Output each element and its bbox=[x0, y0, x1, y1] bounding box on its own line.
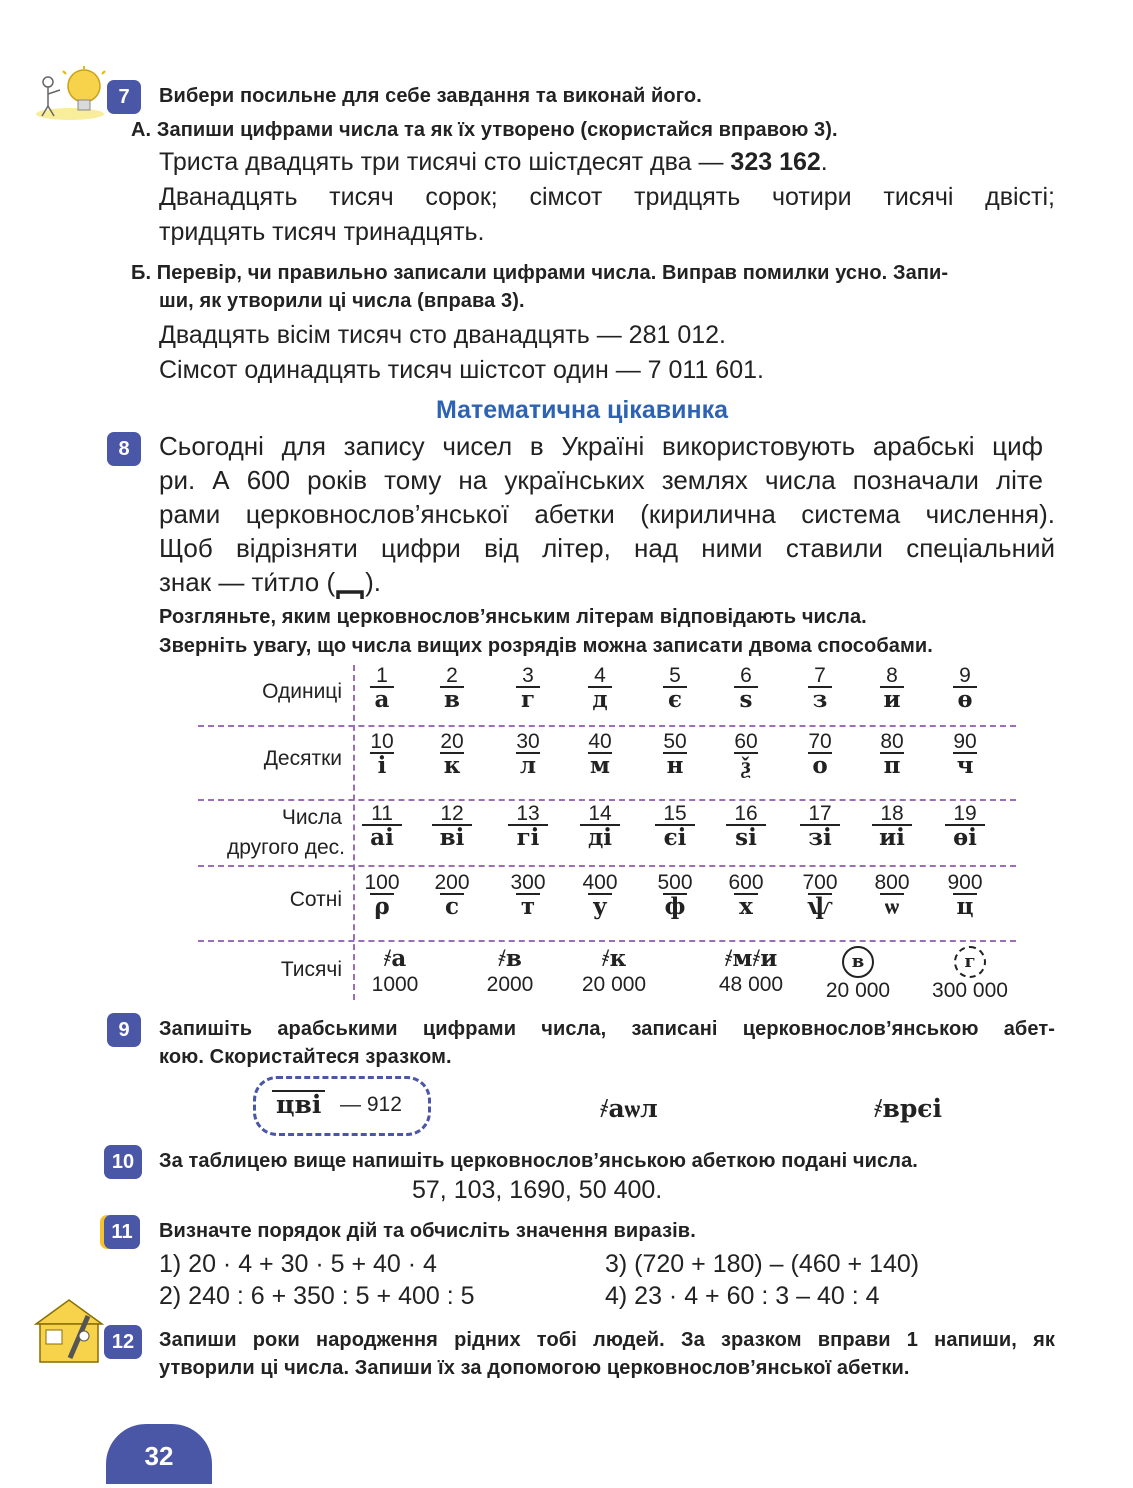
table-cell bbox=[570, 730, 630, 778]
thousands-cell bbox=[470, 946, 550, 998]
slavonic-letter: ρ bbox=[352, 895, 412, 919]
slavonic-letter: зі bbox=[790, 826, 850, 850]
slavonic-letter: у bbox=[570, 895, 630, 919]
slavonic-letter: єі bbox=[645, 826, 705, 850]
exercise-8-p1: Сьогодні для запису чисел в Україні використовують арабські циф bbox=[159, 431, 1043, 461]
exercise-8-instruction2: Зверніть увагу, що числа вищих розрядів можна записати двома способами. bbox=[159, 635, 933, 657]
slavonic-letter: п bbox=[862, 754, 922, 778]
arabic-number: 13 bbox=[516, 802, 540, 825]
table-cell bbox=[422, 730, 482, 778]
slavonic-letter: о bbox=[790, 754, 850, 778]
table-cell bbox=[352, 730, 412, 778]
table-cell bbox=[716, 802, 776, 850]
exercise-12-text1: Запиши роки народження рідних тобі людей. За зразком вправи 1 напиши, як bbox=[159, 1329, 1055, 1351]
arabic-number: 11 bbox=[371, 802, 393, 825]
titlo-icon bbox=[335, 577, 365, 591]
slavonic-letter: л bbox=[498, 754, 558, 778]
arabic-number: 7 bbox=[814, 664, 826, 687]
arabic-number: 15 bbox=[663, 802, 687, 825]
exercise-8-p4: Щоб відрізняти цифри від літер, над ними ставили спеціальний bbox=[159, 533, 1055, 563]
table-cell bbox=[935, 802, 995, 850]
sample-glyph: цві bbox=[272, 1090, 325, 1118]
slavonic-letter: ц bbox=[935, 895, 995, 919]
table-row-divider bbox=[198, 799, 1016, 801]
thousands-cell bbox=[362, 946, 428, 998]
table-cell bbox=[498, 871, 558, 919]
table-cell bbox=[570, 664, 630, 712]
arabic-number: 12 bbox=[440, 802, 464, 825]
exercise-9-item-3: ҂врєі bbox=[874, 1094, 943, 1123]
thousands-cell bbox=[572, 946, 656, 998]
arabic-number: 1 bbox=[376, 664, 388, 687]
slavonic-letter: иі bbox=[862, 826, 922, 850]
arabic-number: 20 bbox=[440, 730, 464, 753]
table-cell bbox=[716, 871, 776, 919]
lightbulb-icon bbox=[30, 66, 110, 124]
slavonic-letter: м bbox=[570, 754, 630, 778]
arabic-number: 4 bbox=[594, 664, 606, 687]
table-cell bbox=[645, 664, 705, 712]
section-title: Математична цікавинка bbox=[436, 396, 728, 424]
slavonic-letter: гі bbox=[498, 826, 558, 850]
thousands-cell bbox=[706, 946, 796, 998]
page-number: 32 bbox=[106, 1424, 212, 1484]
exercise-10-numbers: 57, 103, 1690, 50 400. bbox=[412, 1176, 663, 1204]
slavonic-thousands bbox=[816, 946, 900, 978]
table-cell bbox=[498, 730, 558, 778]
slavonic-thousands: ҂в bbox=[498, 945, 522, 972]
slavonic-letter: ѱ bbox=[790, 895, 850, 919]
slavonic-thousands: ҂м҂и bbox=[724, 945, 778, 972]
arabic-number: 300 000 bbox=[932, 979, 1008, 1002]
table-cell bbox=[862, 871, 922, 919]
arabic-number: 600 bbox=[728, 871, 764, 894]
slavonic-letter: ѳі bbox=[935, 826, 995, 850]
slavonic-letter: є bbox=[645, 688, 705, 712]
table-cell bbox=[352, 871, 412, 919]
slavonic-letter: ѯ bbox=[716, 754, 776, 778]
slavonic-letter: х bbox=[716, 895, 776, 919]
arabic-number: 400 bbox=[582, 871, 618, 894]
row-label-teens-2: другого дес. bbox=[226, 836, 345, 859]
table-cell bbox=[935, 730, 995, 778]
exercise-9-item-2: ҂аѡл bbox=[600, 1094, 658, 1123]
table-row-divider bbox=[198, 940, 1016, 942]
slavonic-letter: д bbox=[570, 688, 630, 712]
thousands-cell bbox=[920, 946, 1020, 1004]
table-cell bbox=[498, 664, 558, 712]
exercise-8-p2: ри. А 600 років тому на українських землях числа позначали літе bbox=[159, 465, 1043, 495]
exercise-number-12: 12 bbox=[104, 1325, 142, 1359]
arabic-number: 300 bbox=[510, 871, 546, 894]
slavonic-letter: в bbox=[422, 688, 482, 712]
arabic-number: 10 bbox=[370, 730, 394, 753]
table-cell bbox=[645, 802, 705, 850]
arabic-number: 6 bbox=[740, 664, 752, 687]
table-row-divider bbox=[198, 865, 1016, 867]
exercise-7-b-label2: ши, як утворили ці числа (вправа 3). bbox=[159, 290, 525, 312]
exercise-8-p5: знак — ти́тло ( ). bbox=[159, 567, 381, 598]
exercise-11-expr-1: 1) 20 · 4 + 30 · 5 + 40 · 4 bbox=[159, 1250, 437, 1278]
slavonic-letter: с bbox=[422, 895, 482, 919]
arabic-number: 40 bbox=[588, 730, 612, 753]
slavonic-letter: ч bbox=[935, 754, 995, 778]
arabic-number: 17 bbox=[808, 802, 832, 825]
slavonic-letter: аі bbox=[352, 826, 412, 850]
slavonic-letter: г bbox=[498, 688, 558, 712]
thousands-cell bbox=[816, 946, 900, 1004]
arabic-number: 30 bbox=[516, 730, 540, 753]
slavonic-letter: т bbox=[498, 895, 558, 919]
arabic-number: 18 bbox=[880, 802, 904, 825]
exercise-9-text1: Запишіть арабськими цифрами числа, записані церковнослов’янською абет- bbox=[159, 1018, 1055, 1040]
table-cell bbox=[862, 664, 922, 712]
slavonic-letter: ві bbox=[422, 826, 482, 850]
arabic-number: 19 bbox=[953, 802, 977, 825]
exercise-10-text: За таблицею вище напишіть церковнослов’янською абеткою подані числа. bbox=[159, 1150, 918, 1172]
table-cell bbox=[862, 802, 922, 850]
slavonic-letter: и bbox=[862, 688, 922, 712]
arabic-number: 1000 bbox=[371, 973, 419, 996]
table-cell bbox=[790, 730, 850, 778]
slavonic-letter: ѕ bbox=[716, 688, 776, 712]
table-cell bbox=[645, 871, 705, 919]
exercise-7-title: Вибери посильне для себе завдання та виконай його. bbox=[159, 85, 702, 107]
answer-323162: 323 162 bbox=[730, 148, 821, 176]
table-row-divider bbox=[198, 725, 1016, 727]
table-cell bbox=[570, 802, 630, 850]
arabic-number: 900 bbox=[947, 871, 983, 894]
dashed-circled-letter: г bbox=[954, 946, 986, 978]
table-cell bbox=[935, 664, 995, 712]
exercise-7-b-label1: Б. Перевір, чи правильно записали цифрами числа. Виправ помилки усно. Запи- bbox=[131, 262, 949, 284]
slavonic-letter: ѕі bbox=[716, 826, 776, 850]
house-pencil-icon bbox=[32, 1296, 106, 1366]
slavonic-letter: а bbox=[352, 688, 412, 712]
exercise-7-a-label: А. Запиши цифрами числа та як їх утворено (скористайся вправою 3). bbox=[131, 119, 838, 141]
arabic-number: 5 bbox=[669, 664, 681, 687]
exercise-11-expr-2: 2) 240 : 6 + 350 : 5 + 400 : 5 bbox=[159, 1282, 475, 1310]
table-cell bbox=[790, 871, 850, 919]
slavonic-letter: ді bbox=[570, 826, 630, 850]
table-cell bbox=[422, 871, 482, 919]
slavonic-letter: н bbox=[645, 754, 705, 778]
arabic-number: 9 bbox=[959, 664, 971, 687]
exercise-number-7: 7 bbox=[107, 80, 141, 114]
exercise-8-p3: рами церковнослов’янської абетки (кирилична система числення). bbox=[159, 499, 1055, 529]
arabic-number: 800 bbox=[874, 871, 910, 894]
slavonic-letter: ѳ bbox=[935, 688, 995, 712]
arabic-number: 20 000 bbox=[581, 973, 647, 996]
arabic-number: 700 bbox=[802, 871, 838, 894]
arabic-number: 8 bbox=[886, 664, 898, 687]
exercise-7-b-line2: Сімсот одинадцять тисяч шістсот один — 7 011 601. bbox=[159, 356, 764, 384]
exercise-8-instruction1: Розгляньте, яким церковнослов’янським літерам відповідають числа. bbox=[159, 606, 867, 628]
exercise-12-text2: утворили ці числа. Запиши їх за допомогою церковнослов’янської абетки. bbox=[159, 1357, 910, 1379]
exercise-7-a-line1: Триста двадцять три тисячі сто шістдесят два — 323 162. bbox=[159, 148, 828, 176]
circled-letter: в bbox=[842, 946, 874, 978]
table-cell bbox=[862, 730, 922, 778]
table-cell bbox=[422, 664, 482, 712]
slavonic-thousands bbox=[920, 946, 1020, 978]
slavonic-letter: к bbox=[422, 754, 482, 778]
slavonic-thousands: ҂к bbox=[601, 945, 627, 972]
exercise-number-10: 10 bbox=[104, 1145, 142, 1179]
slavonic-letter: ѡ bbox=[862, 895, 922, 919]
exercise-11-text: Визначте порядок дій та обчисліть значення виразів. bbox=[159, 1220, 696, 1242]
arabic-number: 48 000 bbox=[718, 973, 784, 996]
table-cell bbox=[716, 730, 776, 778]
arabic-number: 200 bbox=[434, 871, 470, 894]
row-label-teens-1: Числа bbox=[281, 806, 342, 829]
exercise-number-11: 11 bbox=[100, 1215, 140, 1249]
table-cell bbox=[352, 802, 412, 850]
row-label-thousands: Тисячі bbox=[280, 958, 342, 981]
slavonic-letter: ф bbox=[645, 895, 705, 919]
table-cell bbox=[645, 730, 705, 778]
slavonic-letter: з bbox=[790, 688, 850, 712]
table-cell bbox=[716, 664, 776, 712]
table-cell bbox=[352, 664, 412, 712]
exercise-11-expr-4: 4) 23 · 4 + 60 : 3 – 40 : 4 bbox=[605, 1282, 880, 1310]
exercise-7-b-line1: Двадцять вісім тисяч сто дванадцять — 281 012. bbox=[159, 321, 726, 349]
arabic-number: 60 bbox=[734, 730, 758, 753]
slavonic-letter: і bbox=[352, 754, 412, 778]
row-label-tens: Десятки bbox=[263, 747, 342, 770]
sample-value: — 912 bbox=[340, 1093, 402, 1116]
slavonic-thousands: ҂а bbox=[383, 945, 407, 972]
row-label-units: Одиниці bbox=[262, 680, 342, 703]
arabic-number: 70 bbox=[808, 730, 832, 753]
table-cell bbox=[422, 802, 482, 850]
arabic-number: 2 bbox=[446, 664, 458, 687]
arabic-number: 14 bbox=[588, 802, 612, 825]
arabic-number: 50 bbox=[663, 730, 687, 753]
arabic-number: 16 bbox=[734, 802, 758, 825]
exercise-9-text2: кою. Скористайтеся зразком. bbox=[159, 1046, 452, 1068]
exercise-11-expr-3: 3) (720 + 180) – (460 + 140) bbox=[605, 1250, 920, 1278]
table-cell bbox=[790, 664, 850, 712]
table-cell bbox=[790, 802, 850, 850]
arabic-number: 3 bbox=[522, 664, 534, 687]
table-cell bbox=[498, 802, 558, 850]
arabic-number: 90 bbox=[953, 730, 977, 753]
exercise-number-8: 8 bbox=[107, 432, 141, 466]
table-cell bbox=[935, 871, 995, 919]
arabic-number: 20 000 bbox=[825, 979, 891, 1002]
arabic-number: 80 bbox=[880, 730, 904, 753]
exercise-7-a-line2: Дванадцять тисяч сорок; сімсот тридцять чотири тисячі двісті; bbox=[159, 183, 1055, 211]
arabic-number: 2000 bbox=[486, 973, 534, 996]
row-label-hundreds: Сотні bbox=[289, 888, 342, 911]
table-cell bbox=[570, 871, 630, 919]
arabic-number: 500 bbox=[657, 871, 693, 894]
arabic-number: 100 bbox=[364, 871, 400, 894]
exercise-number-9: 9 bbox=[107, 1013, 141, 1047]
exercise-7-a-line3: тридцять тисяч тринадцять. bbox=[159, 218, 485, 246]
